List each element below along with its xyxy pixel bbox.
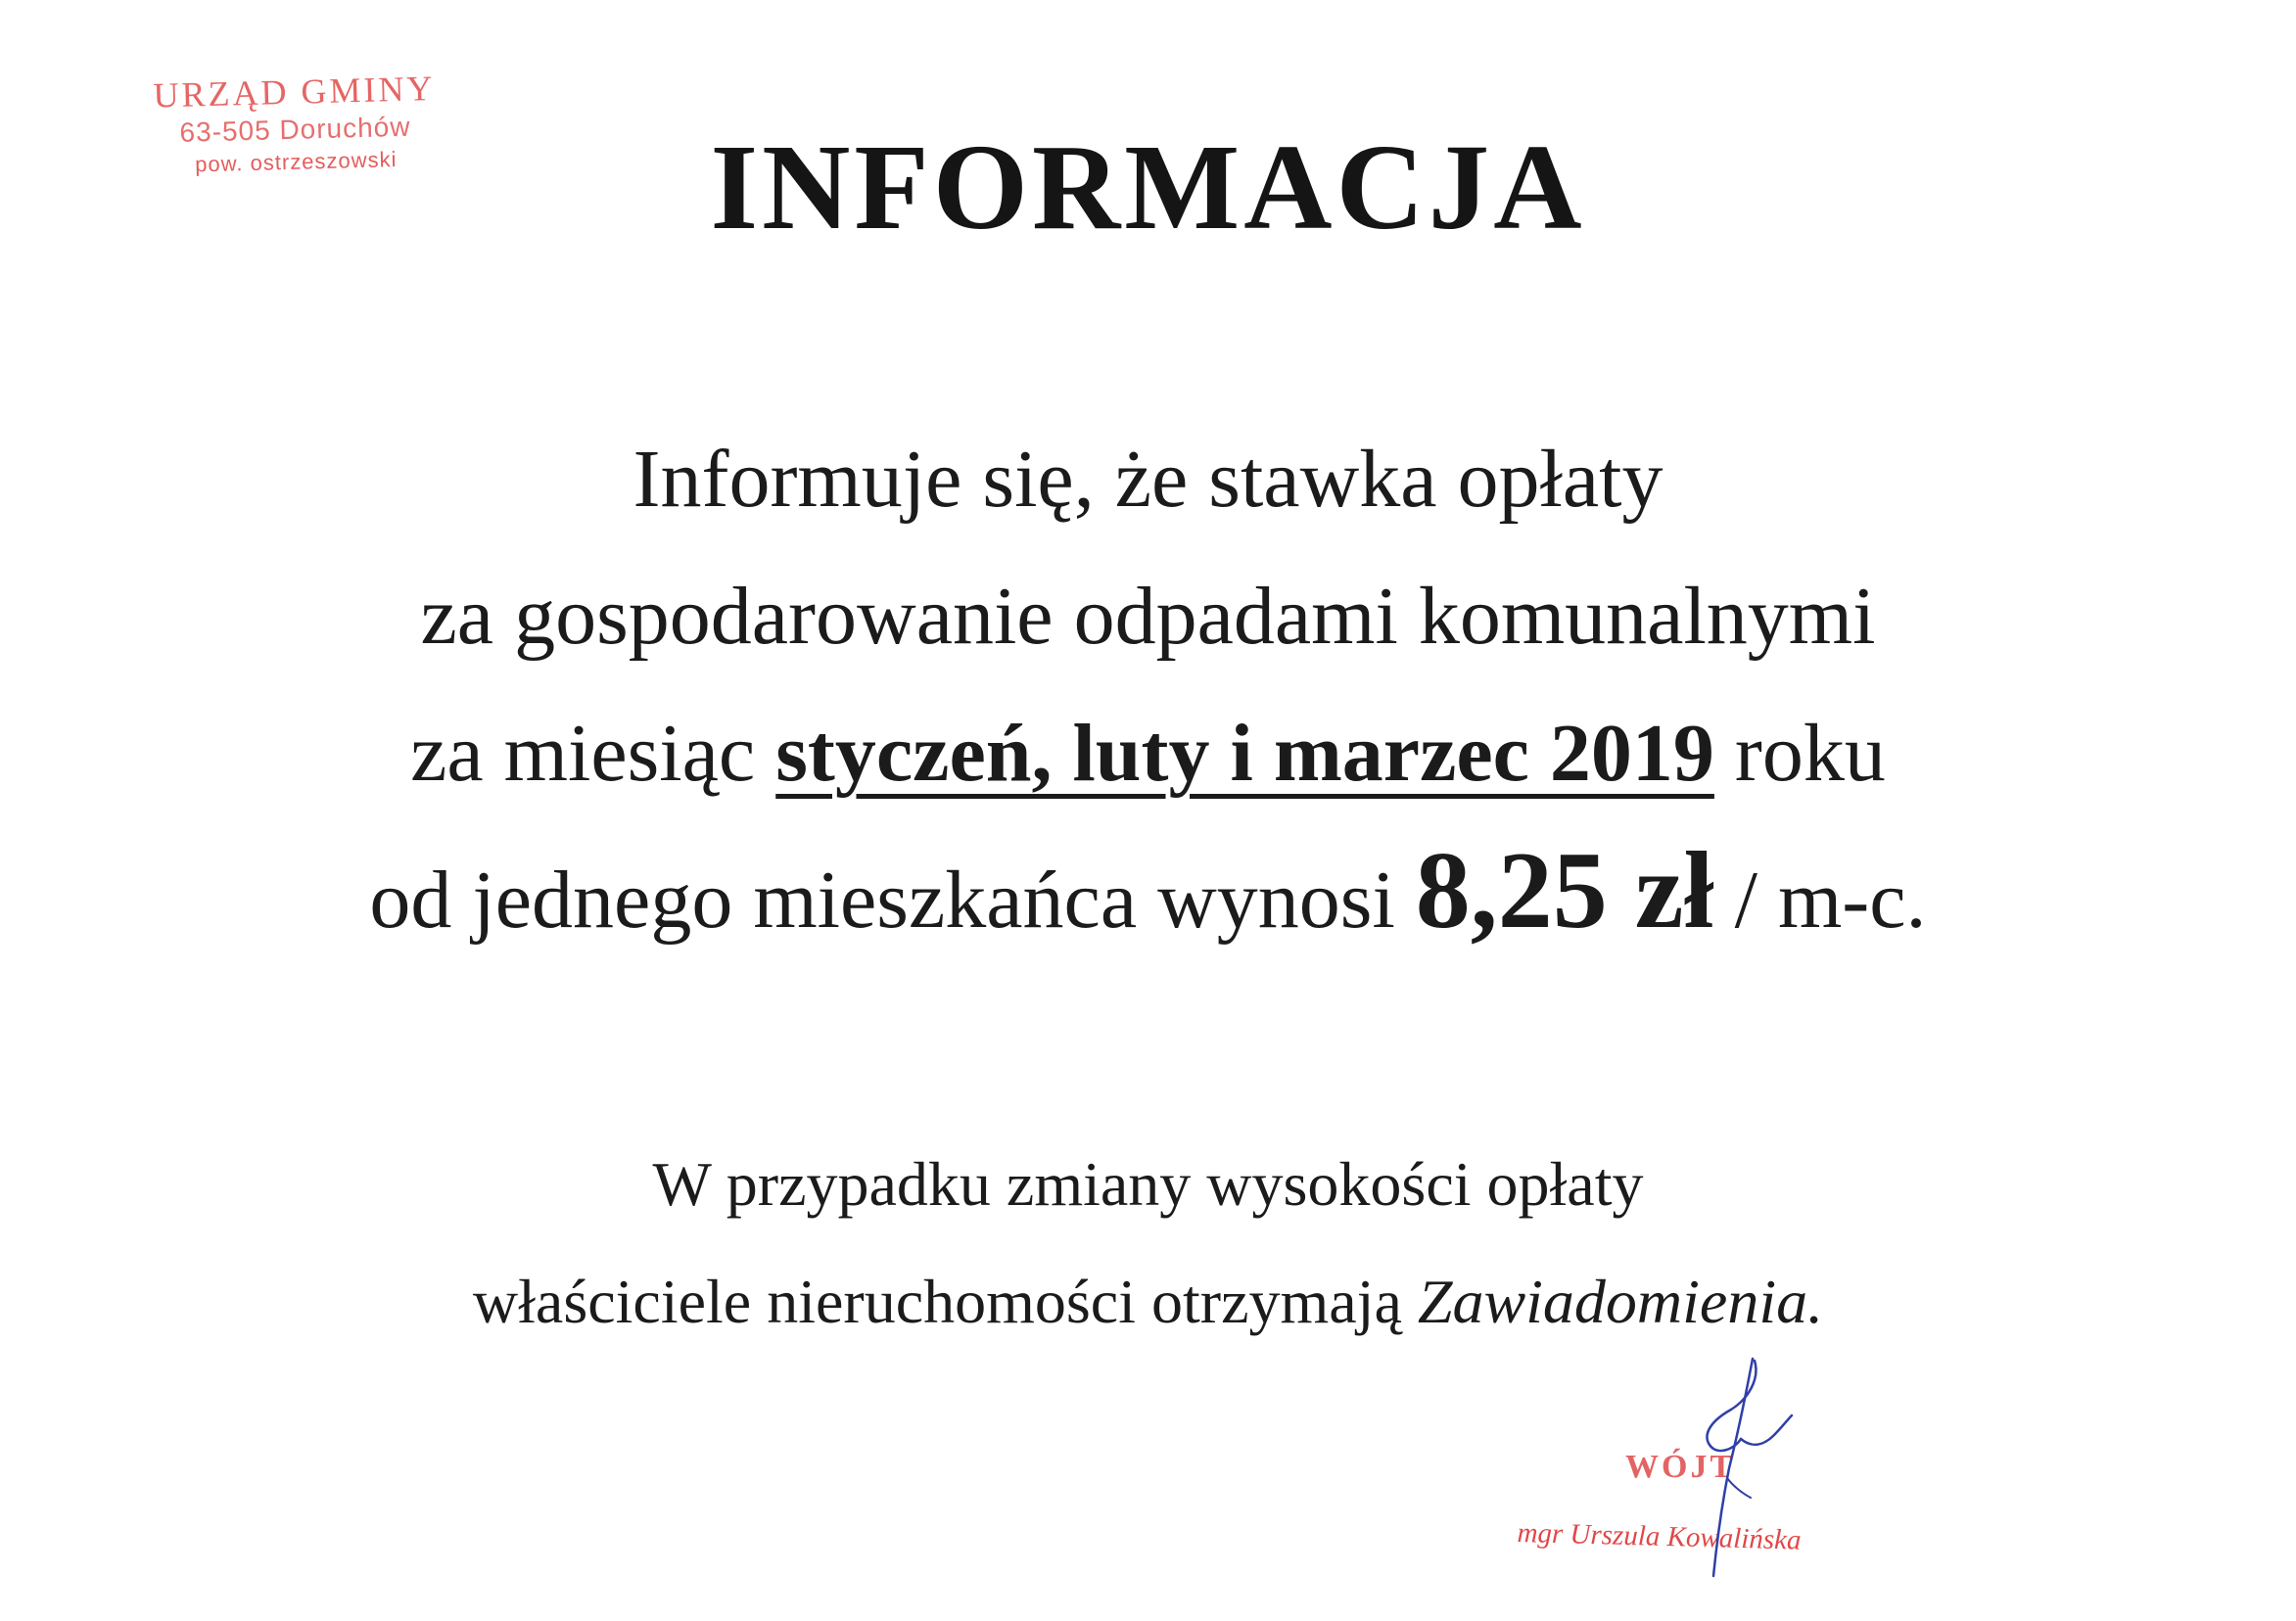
signature-name-stamp: mgr Urszula Kowalińska <box>1517 1517 1802 1556</box>
notice-italic-word: Zawiadomienia. <box>1417 1267 1824 1336</box>
stamp-district: pow. ostrzeszowski <box>194 147 398 177</box>
line-3-suffix: roku <box>1734 708 1886 799</box>
announcement-line-1: Informuje się, że stawka opłaty <box>633 434 1663 525</box>
stamp-office-name: URZĄD GMINY <box>153 68 436 116</box>
main-announcement <box>0 411 2296 969</box>
months-period: styczeń, luty i marzec 2019 <box>775 708 1714 799</box>
line-4-prefix: od jednego mieszkańca wynosi <box>369 855 1395 946</box>
fee-amount: 8,25 zł <box>1415 830 1714 951</box>
stamp-address: 63-505 Doruchów <box>179 111 411 148</box>
announcement-line-4 <box>0 822 2296 969</box>
signature-office-title: WÓJT <box>1625 1449 1736 1485</box>
page-title: INFORMACJA <box>710 120 1586 255</box>
notice-line-2 <box>0 1243 2296 1361</box>
announcement-line-2: za gospodarowanie odpadami komunalnymi <box>420 571 1876 662</box>
announcement-line-3 <box>0 685 2296 822</box>
notice-line-2-prefix: właściciele nieruchomości otrzymają <box>472 1267 1402 1336</box>
handwritten-signature-icon <box>1645 1351 1821 1586</box>
signature-block <box>1498 1351 1909 1586</box>
line-3-prefix: za miesiąc <box>410 708 756 799</box>
notice-line-1: W przypadku zmiany wysokości opłaty <box>652 1149 1644 1219</box>
notice-paragraph <box>0 1126 2296 1361</box>
line-4-suffix: / m-c. <box>1734 855 1927 946</box>
